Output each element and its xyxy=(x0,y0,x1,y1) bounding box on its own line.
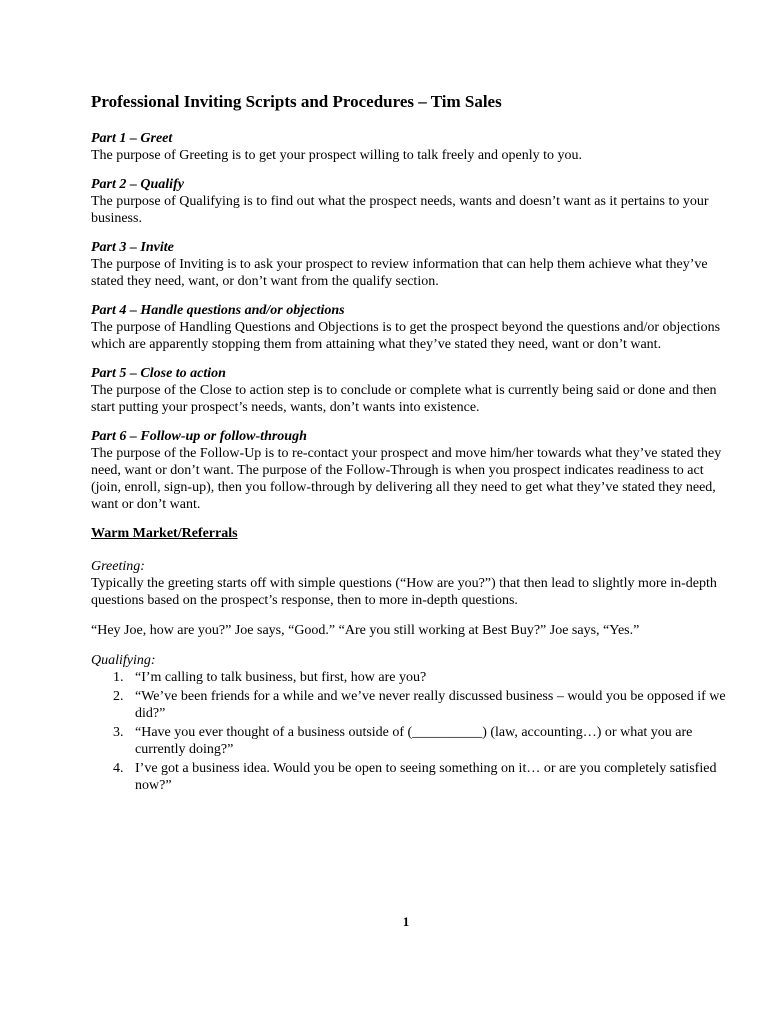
part-text: The purpose of Inviting is to ask your prospect to review information that can help them achieve what they’ve stated they need, want, or don’t want from the qualify section. xyxy=(91,257,708,289)
part-text: The purpose of Greeting is to get your prospect willing to talk freely and openly to you. xyxy=(91,148,583,163)
qualifying-list xyxy=(91,669,731,794)
list-number: 2. xyxy=(113,689,124,704)
list-item-text: I’ve got a business idea. Would you be open to seeing something on it… or are you completely satisfied now?” xyxy=(135,761,717,793)
part-section xyxy=(91,239,731,290)
part-section xyxy=(91,302,731,353)
part-text: The purpose of Handling Questions and Objections is to get the prospect beyond the questions and/or objections which are apparently stopping them from attaining what they’ve stated they need, want or don’t want. xyxy=(91,320,721,352)
part-section xyxy=(91,176,731,227)
part-text: The purpose of Qualifying is to find out what the prospect needs, wants and doesn’t want as it pertains to your business. xyxy=(91,194,709,226)
part-section xyxy=(91,428,731,513)
document-content xyxy=(91,91,731,796)
list-item xyxy=(91,724,731,758)
part-heading: Part 6 – Follow-up or follow-through xyxy=(91,429,307,444)
list-number: 3. xyxy=(113,725,124,740)
list-item xyxy=(91,669,731,686)
list-item-text: “Have you ever thought of a business outside of (__________) (law, accounting…) or what you are currently doing?” xyxy=(135,725,693,757)
warm-market-heading: Warm Market/Referrals xyxy=(91,526,238,541)
part-text: The purpose of the Follow-Up is to re-contact your prospect and move him/her towards what they’ve stated they need, want or don’t want. The purpose of the Follow-Through is when you prospect indicates readiness to act (join, enroll, sign-up), then you follow-through by delivering all they need to get what they’ve stated they need, want or don’t want. xyxy=(91,446,722,512)
part-heading: Part 5 – Close to action xyxy=(91,366,226,381)
example-dialogue: “Hey Joe, how are you?” Joe says, “Good.” “Are you still working at Best Buy?” Joe says, “Yes.” xyxy=(91,623,640,638)
greeting-label: Greeting: xyxy=(91,559,145,574)
list-item xyxy=(91,688,731,722)
greeting-text: Typically the greeting starts off with simple questions (“How are you?”) that then lead to slightly more in-depth questions based on the prospect’s response, then to more in-depth questions. xyxy=(91,576,717,608)
page-number: 1 xyxy=(402,914,410,929)
part-section xyxy=(91,365,731,416)
part-heading: Part 4 – Handle questions and/or objections xyxy=(91,303,345,318)
list-item-text: “I’m calling to talk business, but first, how are you? xyxy=(135,670,427,685)
part-heading: Part 3 – Invite xyxy=(91,240,174,255)
list-number: 4. xyxy=(113,761,124,776)
list-number: 1. xyxy=(113,670,124,685)
document-title: Professional Inviting Scripts and Procedures – Tim Sales xyxy=(91,92,502,111)
qualifying-label: Qualifying: xyxy=(91,653,156,668)
list-item xyxy=(91,760,731,794)
list-item-text: “We’ve been friends for a while and we’ve never really discussed business – would you be opposed if we did?” xyxy=(135,689,726,721)
part-heading: Part 1 – Greet xyxy=(91,131,173,146)
part-heading: Part 2 – Qualify xyxy=(91,177,184,192)
part-section xyxy=(91,130,731,164)
part-text: The purpose of the Close to action step is to conclude or complete what is currently being said or done and then start putting your prospect’s needs, wants, don’t wants into existence. xyxy=(91,383,717,415)
